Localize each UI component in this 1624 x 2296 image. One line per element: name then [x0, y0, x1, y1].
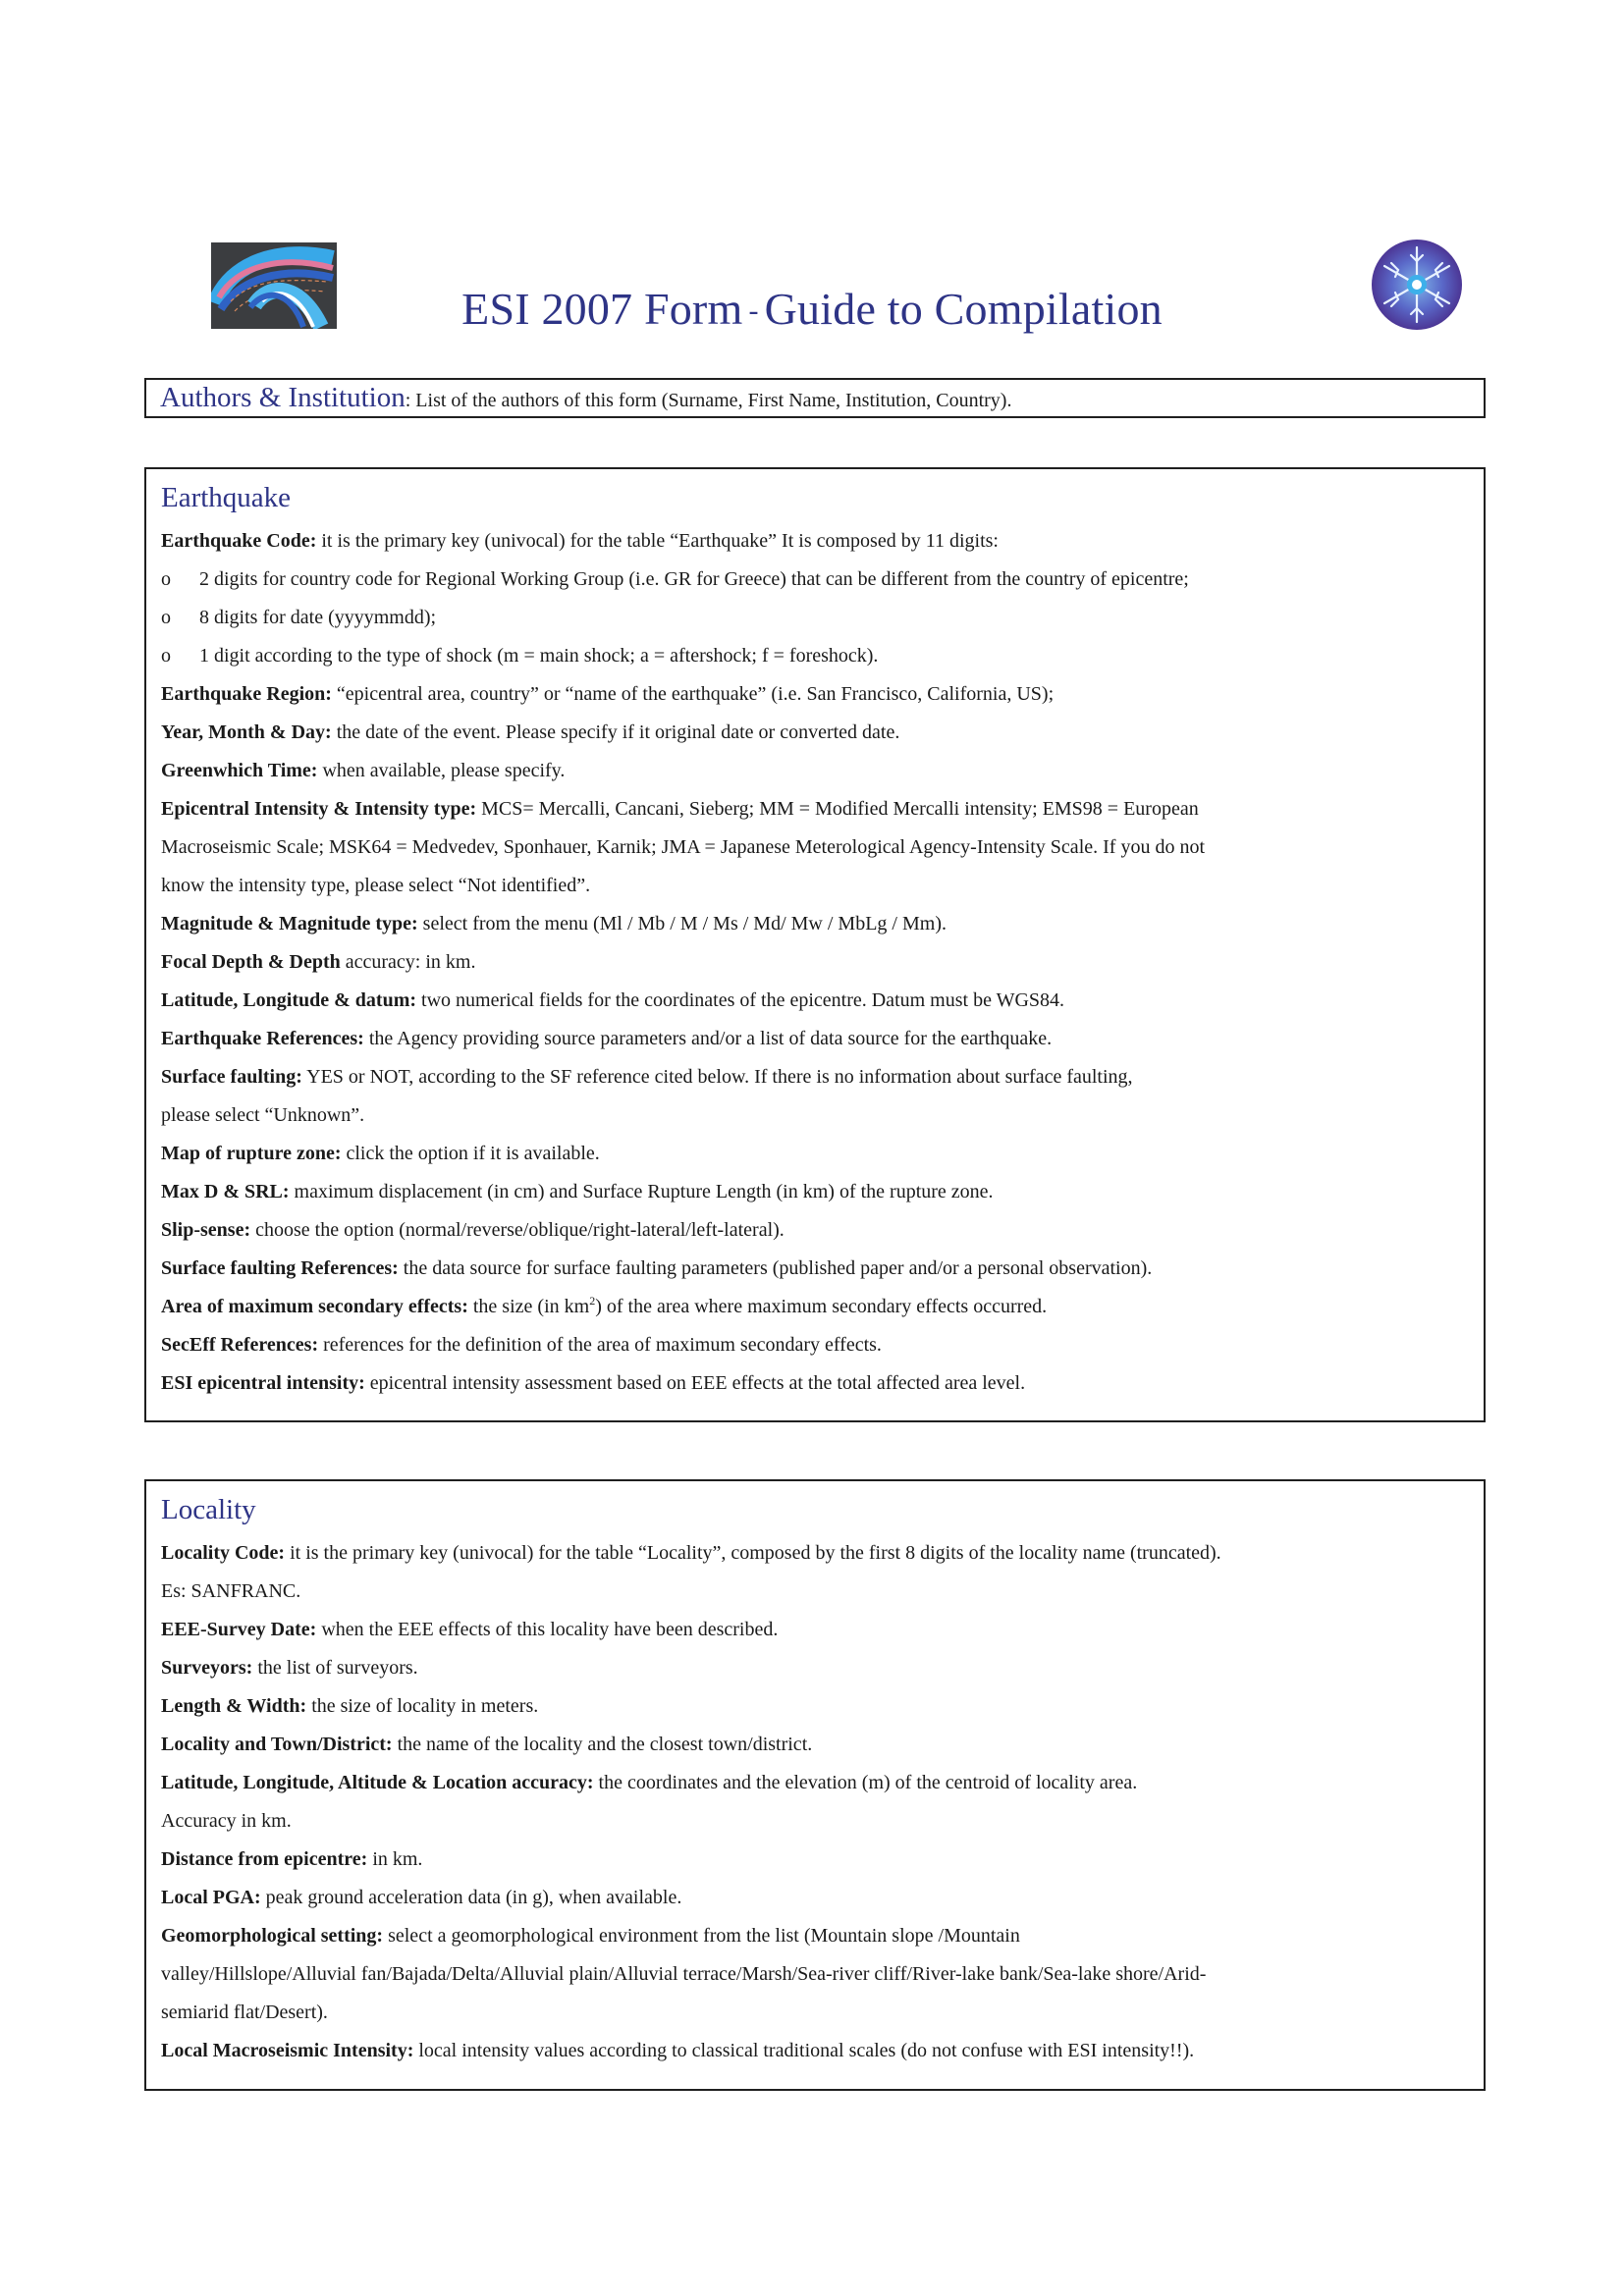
field-label: EEE-Survey Date: — [161, 1619, 317, 1640]
field-label: Epicentral Intensity & Intensity type: — [161, 798, 477, 820]
field-text: YES or NOT, according to the SF reference cited below. If there is no information about surface faulting, — [301, 1066, 1133, 1088]
page-header — [0, 0, 1624, 353]
authors-description: : List of the authors of this form (Surname, First Name, Institution, Country). — [405, 390, 1012, 411]
earthquake-section — [144, 467, 1486, 1422]
field-line — [161, 943, 1470, 982]
field-line — [161, 982, 1470, 1020]
field-text: select a geomorphological environment from the list (Mountain slope /Mountain — [383, 1925, 1020, 1947]
field-label: Geomorphological setting: — [161, 1925, 384, 1947]
field-label: Year, Month & Day: — [161, 721, 332, 743]
authors-institution-box — [144, 378, 1486, 418]
field-text: the coordinates and the elevation (m) of the centroid of locality area. — [593, 1772, 1138, 1793]
bullet-text: 2 digits for country code for Regional Working Group (i.e. GR for Greece) that can be different from the country of epicentre; — [199, 568, 1189, 590]
bullet-marker-icon: o — [161, 568, 171, 590]
bullet-text: 8 digits for date (yyyymmdd); — [199, 607, 437, 628]
field-label: Map of rupture zone: — [161, 1143, 342, 1164]
field-label: Latitude, Longitude & datum: — [161, 989, 417, 1011]
title-dash: - — [748, 294, 759, 327]
field-line — [161, 1764, 1470, 1802]
field-text: the name of the locality and the closest town/district. — [392, 1734, 813, 1755]
field-text: ) of the area where maximum secondary effects occurred. — [595, 1296, 1048, 1317]
field-line — [161, 1211, 1470, 1250]
field-text: Es: SANFRANC. — [161, 1580, 301, 1602]
field-label: SecEff References: — [161, 1334, 319, 1356]
field-text: MCS= Mercalli, Cancani, Sieberg; MM = Modified Mercalli intensity; EMS98 = European — [476, 798, 1199, 820]
field-text: the Agency providing source parameters and/or a list of data source for the earthquake. — [363, 1028, 1053, 1049]
field-line-continued — [161, 1994, 1470, 2032]
authors-label: Authors & Institution — [160, 382, 406, 413]
field-label: Locality and Town/District: — [161, 1734, 393, 1755]
field-text: it is the primary key (univocal) for the table “Earthquake” It is composed by 11 digits: — [316, 530, 999, 552]
bullet-marker-icon: o — [161, 607, 171, 628]
field-line — [161, 1534, 1470, 1573]
field-label: Length & Width: — [161, 1695, 307, 1717]
field-label: Magnitude & Magnitude type: — [161, 913, 418, 934]
field-text: peak ground acceleration data (in g), when available. — [260, 1887, 682, 1908]
superscript: 2 — [589, 1294, 596, 1308]
field-text: the data source for surface faulting parameters (published paper and/or a personal observation). — [398, 1257, 1153, 1279]
field-text: in km. — [367, 1848, 423, 1870]
field-text: maximum displacement (in cm) and Surface Rupture Length (in km) of the rupture zone. — [289, 1181, 994, 1202]
field-line — [161, 675, 1470, 714]
earthquake-code-line — [161, 522, 1470, 561]
field-line — [161, 1917, 1470, 1955]
field-label: Local Macroseismic Intensity: — [161, 2040, 414, 2061]
field-text: select from the menu (Ml / Mb / M / Ms / Md/ Mw / MbLg / Mm). — [417, 913, 947, 934]
field-text: when available, please specify. — [317, 760, 566, 781]
field-text: “epicentral area, country” or “name of the earthquake” (i.e. San Francisco, California, US); — [331, 683, 1055, 705]
field-text: the list of surveyors. — [252, 1657, 418, 1679]
field-label: Slip-sense: — [161, 1219, 251, 1241]
field-line-continued — [161, 828, 1470, 867]
field-line-continued — [161, 1096, 1470, 1135]
field-label: Locality Code: — [161, 1542, 286, 1564]
field-text: local intensity values according to classical traditional scales (do not confuse with ESI intensity!!). — [413, 2040, 1195, 2061]
field-text: when the EEE effects of this locality have been described. — [316, 1619, 779, 1640]
field-line — [161, 1611, 1470, 1649]
field-text: the size of locality in meters. — [306, 1695, 539, 1717]
field-text: epicentral intensity assessment based on EEE effects at the total affected area level. — [364, 1372, 1026, 1394]
bullet-item — [161, 637, 1470, 675]
field-line — [161, 1364, 1470, 1403]
field-label: Local PGA: — [161, 1887, 261, 1908]
field-text: it is the primary key (univocal) for the table “Locality”, composed by the first 8 digits of the locality name (truncated). — [285, 1542, 1221, 1564]
field-text: click the option if it is available. — [341, 1143, 600, 1164]
earthquake-section-title: Earthquake — [161, 482, 292, 513]
bullet-item — [161, 599, 1470, 637]
field-line-continued — [161, 1573, 1470, 1611]
field-label: Surface faulting: — [161, 1066, 302, 1088]
field-text: references for the definition of the area of maximum secondary effects. — [318, 1334, 882, 1356]
field-label: Surveyors: — [161, 1657, 253, 1679]
field-line-continued — [161, 867, 1470, 905]
locality-section — [144, 1479, 1486, 2091]
field-line — [161, 1687, 1470, 1726]
field-text: know the intensity type, please select “Not identified”. — [161, 875, 591, 896]
field-text: semiarid flat/Desert). — [161, 2002, 328, 2023]
field-text: two numerical fields for the coordinates of the epicentre. Datum must be WGS84. — [416, 989, 1065, 1011]
field-line — [161, 1250, 1470, 1288]
field-label: Max D & SRL: — [161, 1181, 290, 1202]
field-line — [161, 1020, 1470, 1058]
field-line — [161, 1326, 1470, 1364]
field-line — [161, 1726, 1470, 1764]
field-text: Accuracy in km. — [161, 1810, 292, 1832]
field-line — [161, 905, 1470, 943]
field-line-continued — [161, 1955, 1470, 1994]
field-text: please select “Unknown”. — [161, 1104, 365, 1126]
snowflake-globe-logo-icon — [1372, 240, 1462, 330]
field-text: the date of the event. Please specify if it original date or converted date. — [331, 721, 900, 743]
field-line — [161, 790, 1470, 828]
field-text: choose the option (normal/reverse/oblique/right-lateral/left-lateral). — [250, 1219, 785, 1241]
title-part-1: ESI 2007 Form — [461, 284, 743, 334]
bullet-marker-icon: o — [161, 645, 171, 667]
field-label: Latitude, Longitude, Altitude & Location accuracy: — [161, 1772, 594, 1793]
locality-section-title: Locality — [161, 1494, 256, 1525]
field-label: ESI epicentral intensity: — [161, 1372, 365, 1394]
field-text: Macroseismic Scale; MSK64 = Medvedev, Sponhauer, Karnik; JMA = Japanese Meterological Agency-Intensity Scale. If you do not — [161, 836, 1205, 858]
field-line — [161, 1879, 1470, 1917]
field-line — [161, 1649, 1470, 1687]
title-part-2: Guide to Compilation — [764, 284, 1163, 334]
field-line-area — [161, 1288, 1470, 1326]
field-label: Greenwhich Time: — [161, 760, 318, 781]
field-label: Focal Depth & Depth — [161, 951, 341, 973]
field-line — [161, 1058, 1470, 1096]
field-label: Distance from epicentre: — [161, 1848, 368, 1870]
field-text: the size (in km — [467, 1296, 590, 1317]
bullet-item — [161, 561, 1470, 599]
field-label: Earthquake Region: — [161, 683, 332, 705]
field-label: Surface faulting References: — [161, 1257, 399, 1279]
field-line — [161, 1841, 1470, 1879]
bullet-text: 1 digit according to the type of shock (m = main shock; a = aftershock; f = foreshock). — [199, 645, 879, 667]
field-line — [161, 1135, 1470, 1173]
field-line — [161, 2032, 1470, 2070]
field-line-continued — [161, 1802, 1470, 1841]
field-label: Earthquake Code: — [161, 530, 317, 552]
field-label: Earthquake References: — [161, 1028, 364, 1049]
field-label: Area of maximum secondary effects: — [161, 1296, 468, 1317]
field-text: accuracy: in km. — [340, 951, 476, 973]
field-text: valley/Hillslope/Alluvial fan/Bajada/Delta/Alluvial plain/Alluvial terrace/Marsh/Sea-river cliff/River-lake bank/Sea-lake shore/Arid- — [161, 1963, 1207, 1985]
field-line — [161, 1173, 1470, 1211]
field-line — [161, 714, 1470, 752]
field-line — [161, 752, 1470, 790]
